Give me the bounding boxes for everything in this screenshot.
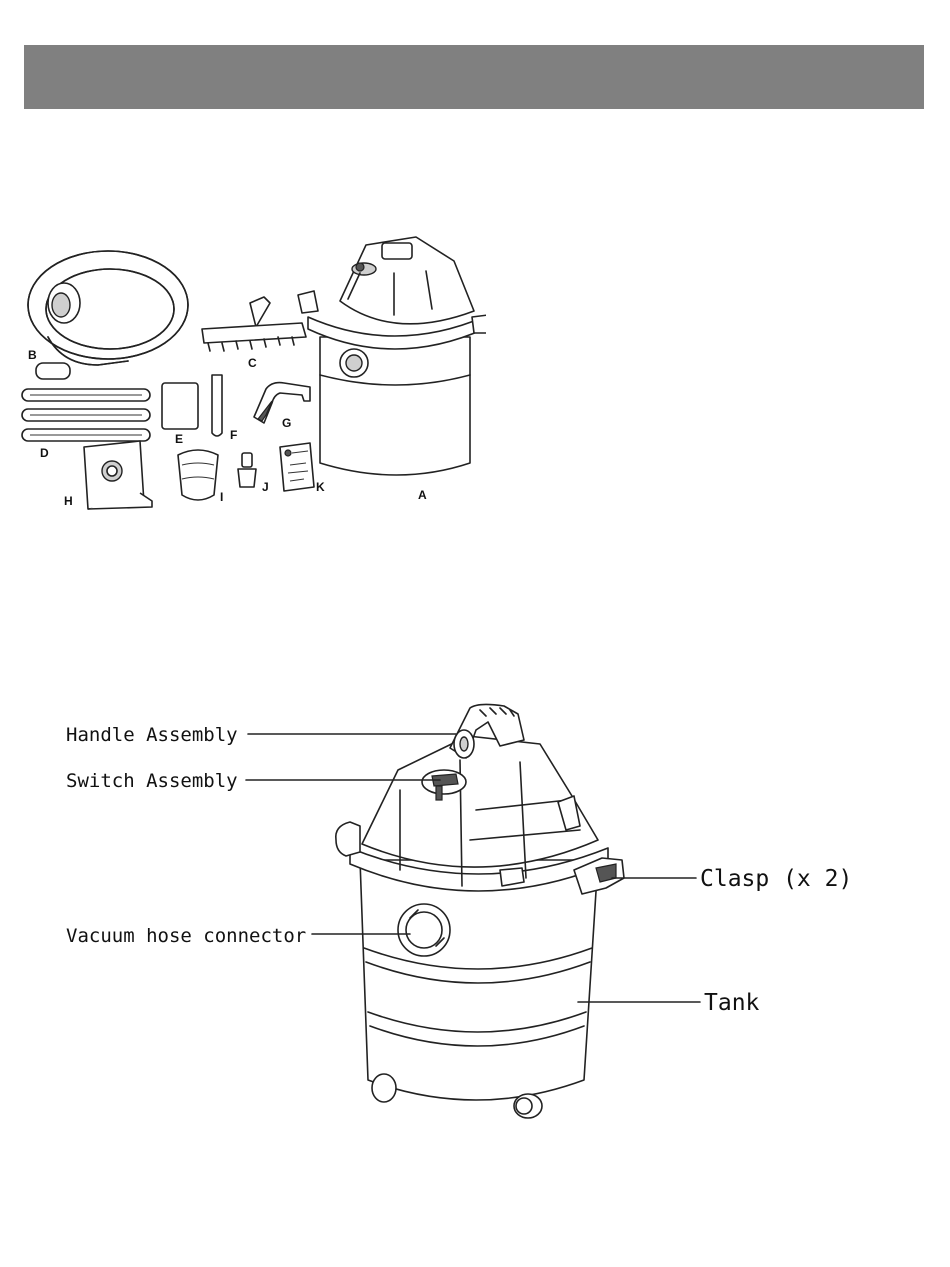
hose-illustration [28,251,188,379]
part-label-a: A [418,488,427,502]
part-label-f: F [230,428,238,442]
tank-label: Tank [704,990,760,1016]
parts-overview-illustration [18,225,486,515]
switch-assembly-label: Switch Assembly [66,770,238,792]
adaptor-illustration [238,453,256,487]
foam-filter-illustration [162,383,198,429]
part-label-d: D [40,446,49,460]
part-label-k: K [316,480,325,494]
section-header-bar [24,45,924,109]
vacuum-assembly-drawing [336,704,624,1118]
dust-bag-illustration [84,441,152,509]
part-label-h: H [64,494,73,508]
crevice-tool-illustration [212,375,222,436]
part-label-g: G [282,416,292,430]
cloth-filter-illustration [178,450,218,500]
clasp-label: Clasp (x 2) [700,866,853,892]
vacuum-hose-connector-label: Vacuum hose connector [66,925,307,947]
part-label-i: I [220,490,224,504]
manual-booklet-illustration [280,443,314,491]
part-label-e: E [175,432,184,446]
floor-nozzle-illustration [202,297,306,351]
part-label-c: C [248,356,257,370]
extension-wands-illustration [22,389,150,441]
handle-assembly-label: Handle Assembly [66,724,238,746]
part-label-b: B [28,348,37,362]
part-label-j: J [262,480,269,494]
vacuum-unit-illustration [298,237,486,475]
assembly-callout-illustration [0,700,950,1130]
